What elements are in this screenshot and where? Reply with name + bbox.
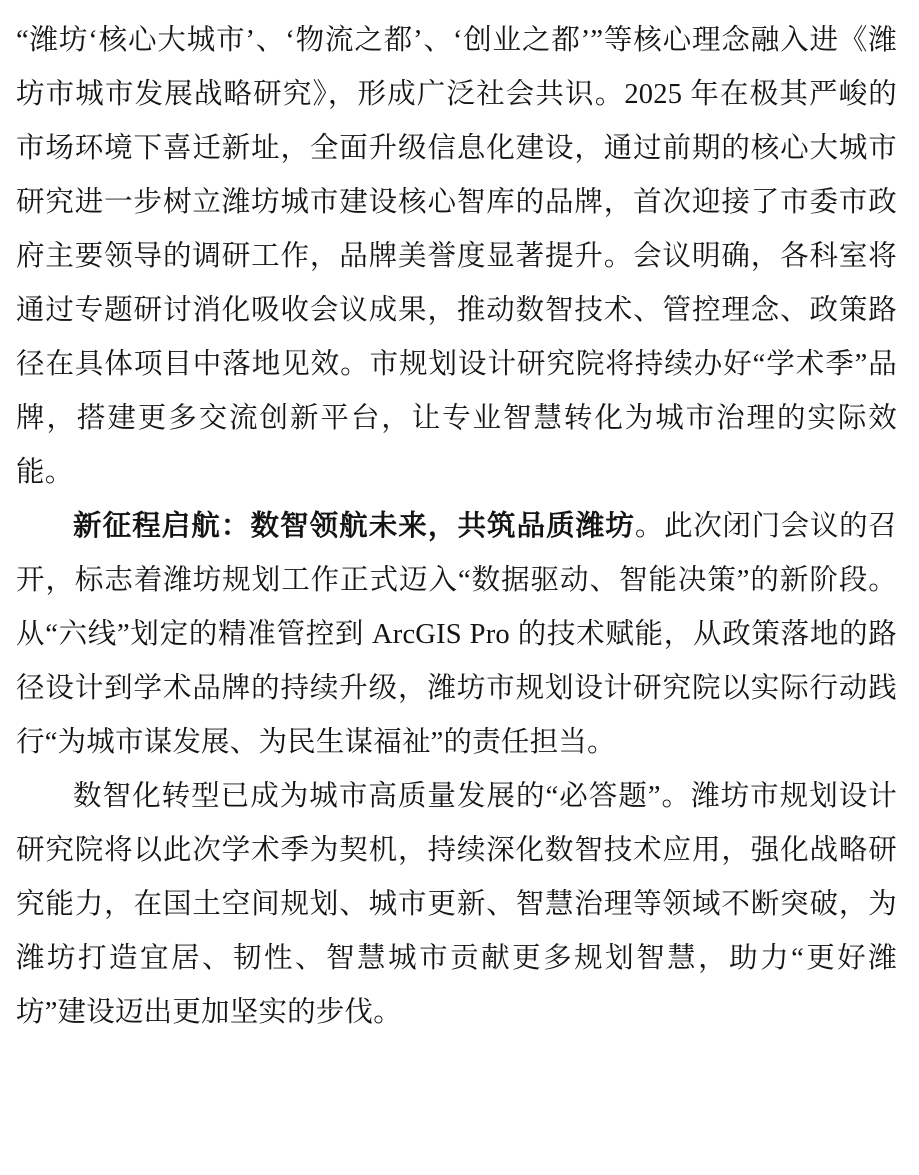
paragraph-2 — [16, 500, 897, 770]
paragraph-2-bold-lead: 新征程启航：数智领航未来，共筑品质潍坊 — [73, 511, 635, 542]
paragraph-2-text: 。此次闭门会议的召开，标志着潍坊规划工作正式迈入“数据驱动、智能决策”的新阶段。从“六线”划定的精准管控到 ArcGIS Pro 的技术赋能，从政策落地的路径设计到学术品牌的持续升级，潍坊市规划设计研究院以实际行动践行“为城市谋发展、为民生谋福祉”的责任担当。 — [16, 511, 897, 758]
document-body — [16, 14, 897, 1040]
paragraph-1: “潍坊‘核心大城市’、‘物流之都’、‘创业之都’”等核心理念融入进《潍坊市城市发展战略研究》，形成广泛社会共识。2025 年在极其严峻的市场环境下喜迁新址，全面升级信息化建设，通过前期的核心大城市研究进一步树立潍坊城市建设核心智库的品牌，首次迎接了市委市政府主要领导的调研工作，品牌美誉度显著提升。会议明确，各科室将通过专题研讨消化吸收会议成果，推动数智技术、管控理念、政策路径在具体项目中落地见效。市规划设计研究院将持续办好“学术季”品牌，搭建更多交流创新平台，让专业智慧转化为城市治理的实际效能。 — [16, 25, 897, 488]
paragraph-3: 数智化转型已成为城市高质量发展的“必答题”。潍坊市规划设计研究院将以此次学术季为契机，持续深化数智技术应用，强化战略研究能力，在国土空间规划、城市更新、智慧治理等领域不断突破，为潍坊打造宜居、韧性、智慧城市贡献更多规划智慧，助力“更好潍坊”建设迈出更加坚实的步伐。 — [16, 781, 897, 1028]
